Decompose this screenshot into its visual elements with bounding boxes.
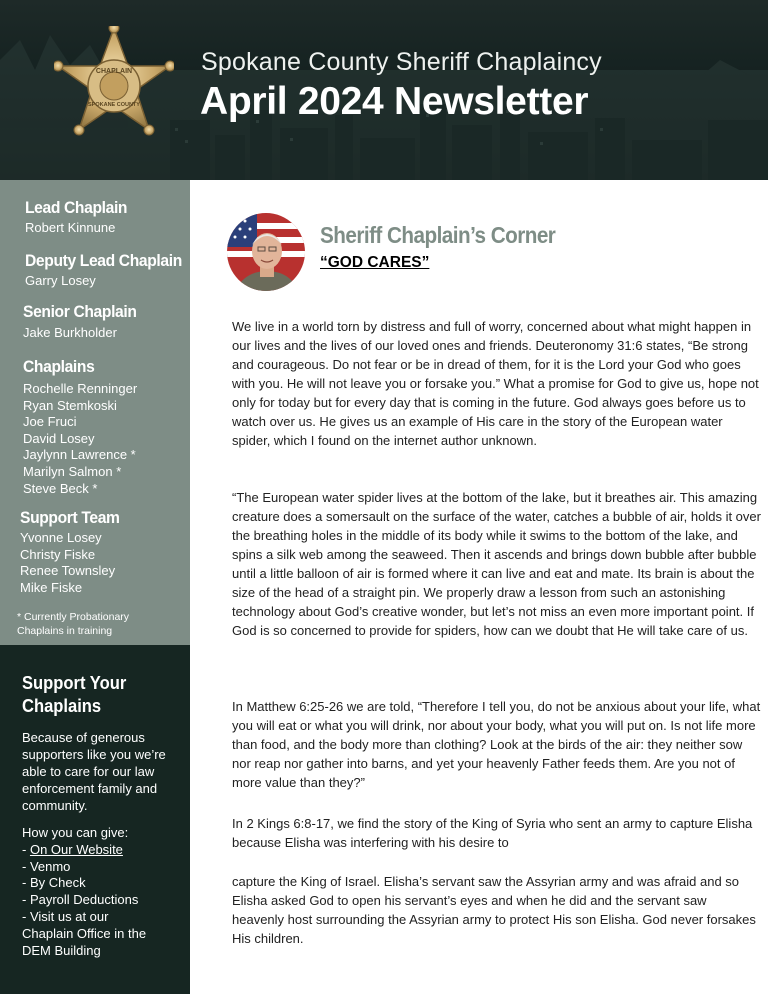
list-item: DEM Building bbox=[22, 942, 101, 958]
support-paragraph: Because of generous supporters like you we’re able to care for our law enforcement family and community. bbox=[22, 730, 166, 813]
list-item: Renee Townsley bbox=[20, 563, 116, 579]
list-item: Chaplain Office in the bbox=[22, 925, 147, 941]
list-item: Yvonne Losey bbox=[20, 530, 102, 545]
giving-options bbox=[22, 825, 187, 959]
senior-chaplain-name: Jake Burkholder bbox=[23, 325, 117, 340]
header-title: April 2024 Newsletter bbox=[200, 80, 589, 123]
list-item: Mike Fiske bbox=[20, 579, 83, 595]
senior-chaplain-label: Senior Chaplain bbox=[23, 302, 137, 321]
list-item: - Payroll Deductions bbox=[22, 892, 139, 908]
badge-bottom-text: SPOKANE COUNTY bbox=[88, 102, 140, 108]
website-option: - On Our Website bbox=[22, 841, 123, 857]
header-subtitle: Spokane County Sheriff Chaplaincy bbox=[201, 48, 602, 76]
list-item: Ryan Stemkoski bbox=[23, 397, 117, 413]
badge-top-text: CHAPLAIN bbox=[95, 68, 133, 75]
article-paragraph: capture the King of Israel. Elisha’s servant saw the Assyrian army and was afraid and so Elisha asked God to open his servant’s eyes and when he did and the servant saw heavenly host surrounding the Assyrian army to protect His son Elisha. God never forsakes His children. bbox=[232, 874, 756, 946]
article-paragraph: In Matthew 6:25-26 we are told, “Therefore I tell you, do not be anxious about your life, what you will eat or what you will drink, nor about your body, what you will put on. Is not life more than food, and the body more than clothing? Look at the birds of the air: they neither sow nor reap nor gather into barns, and yet your heavenly Father feeds them. Are you not of more value than they?” bbox=[232, 699, 761, 790]
how-to-give-label: How you can give: bbox=[22, 825, 129, 840]
sheriff-star-badge-icon bbox=[54, 26, 174, 150]
list-item: Rochelle Renninger bbox=[23, 381, 138, 396]
note-line: * Currently Probationary bbox=[17, 611, 130, 623]
support-team-label: Support Team bbox=[20, 508, 120, 527]
support-heading-line: Chaplains bbox=[22, 696, 102, 716]
list-item: - By Check bbox=[22, 875, 86, 891]
website-link[interactable]: On Our Website bbox=[29, 841, 123, 857]
deputy-chaplain-label: Deputy Lead Chaplain bbox=[25, 251, 182, 270]
list-item: Steve Beck * bbox=[23, 480, 98, 496]
list-item: - Venmo bbox=[22, 858, 71, 874]
support-heading-line: Support Your bbox=[22, 673, 127, 693]
chaplain-roster-sidebar bbox=[0, 180, 190, 645]
chaplains-list bbox=[23, 381, 137, 497]
support-heading bbox=[22, 672, 126, 718]
list-item: Christy Fiske bbox=[20, 546, 96, 562]
support-team-list bbox=[20, 530, 115, 596]
chaplain-avatar bbox=[227, 213, 305, 291]
list-item: David Losey bbox=[23, 430, 95, 446]
lead-chaplain-name: Robert Kinnune bbox=[25, 220, 116, 235]
corner-subtitle: “GOD CARES” bbox=[320, 254, 430, 271]
list-item: Joe Fruci bbox=[23, 414, 77, 430]
list-item: Marilyn Salmon * bbox=[23, 463, 122, 479]
support-chaplains-panel bbox=[0, 645, 190, 994]
chaplains-label: Chaplains bbox=[23, 357, 95, 376]
article-paragraph: We live in a world torn by distress and full of worry, concerned about what might happen in our lives and the lives of our loved ones and friends. Deuteronomy 31:6 states, “Be strong and courageous. Do not fear or be in dread of them, for it is the Lord your God who goes with you. He will not leave you or forsake you.” What a promise for God to give us, hope not only for today but for every day that is coming in the future. God always goes before us to watch over us. He gives us an example of His care in the story of the European water spider, which I found on the internet author unknown. bbox=[232, 319, 759, 448]
probationary-note bbox=[17, 610, 129, 638]
chaplain-portrait-image bbox=[227, 213, 305, 291]
list-item: Jaylynn Lawrence * bbox=[23, 447, 136, 463]
newsletter-header bbox=[0, 0, 768, 180]
lead-chaplain-label: Lead Chaplain bbox=[25, 198, 128, 217]
article-paragraph: “The European water spider lives at the bottom of the lake, but it breathes air. This amazing creature does a somersault on the surface of the water, catches a bubble of air, holds it over the breathing holes in the middle of its body while it swims to the bottom of the lake, and spins a silk web among the seaweed. Then it ascends and brings down bubble after bubble until a little balloon of air is formed where it can live and eat and mate. Its brain is about the size of the head of a straight pin. We properly draw a lesson from such an astonishing technology about God’s creative wonder, but let’s not miss an even more important point. If God is so concerned to provide for spiders, how can we doubt that He will take care of us. bbox=[232, 490, 761, 638]
deputy-chaplain-name: Garry Losey bbox=[25, 273, 96, 288]
article-paragraph: In 2 Kings 6:8-17, we find the story of the King of Syria who sent an army to capture Elisha because Elisha was interfering with his desire to bbox=[232, 816, 753, 850]
note-line: Chaplains in training bbox=[17, 625, 113, 637]
list-item: - Visit us at our bbox=[22, 908, 109, 924]
corner-title: Sheriff Chaplain’s Corner bbox=[320, 222, 556, 248]
